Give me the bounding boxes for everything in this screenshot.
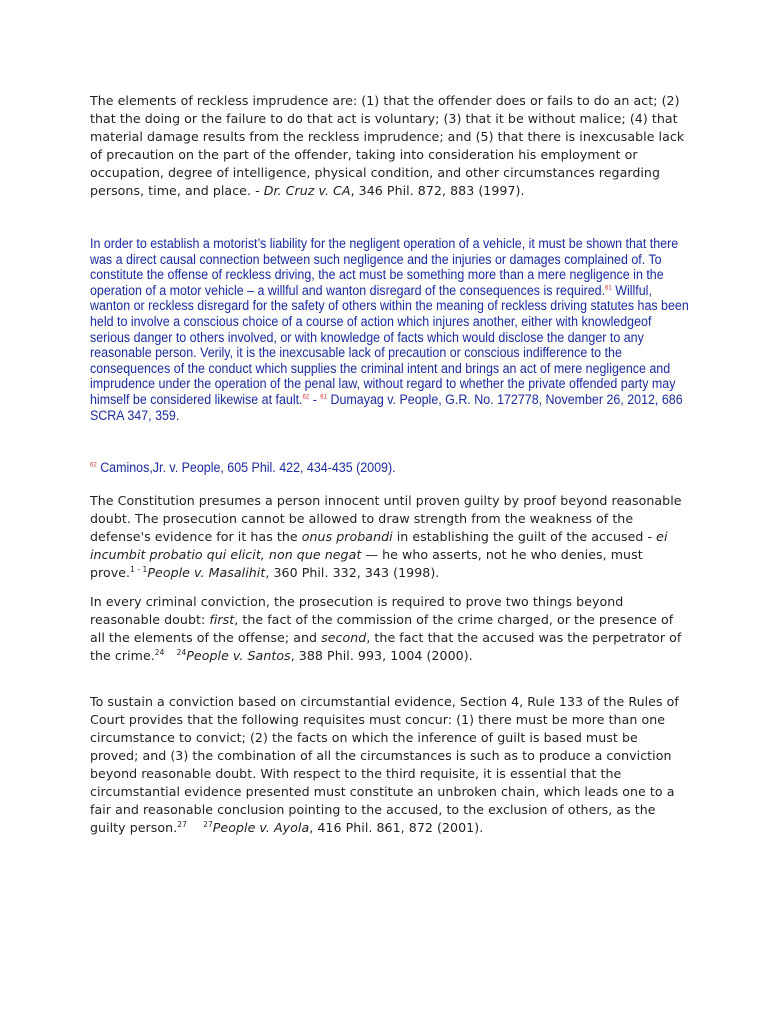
paragraph-criminal-conviction (90, 593, 690, 665)
latin-maxim: ei incumbit probatio qui elicit, non que negat (90, 529, 668, 562)
citation: , 346 Phil. 872, 883 (1997). (350, 183, 525, 198)
paragraph-motorist-liability (90, 236, 690, 423)
citation: , 388 Phil. 993, 1004 (2000). (290, 648, 473, 663)
citation: Dumayag v. People, G.R. No. 172778, November 26, 2012, 686 SCRA 347, 359. (90, 391, 683, 423)
latin-term: onus probandi (301, 529, 393, 544)
body-text: — he who asserts, not he who denies, must prove. (90, 547, 643, 580)
footnote-ref[interactable]: 61 (605, 284, 612, 292)
citation: Caminos,Jr. v. People, 605 Phil. 422, 434-435 (2009). (96, 460, 396, 475)
case-name: People v. Santos (186, 648, 291, 663)
footnote-mark: 27 (177, 819, 187, 829)
case-name: People v. Masalihit (147, 565, 266, 580)
citation: , 416 Phil. 861, 872 (2001). (309, 820, 484, 835)
footnote-ref[interactable]: 62 (302, 393, 310, 401)
citation: , 360 Phil. 332, 343 (1998). (265, 565, 440, 580)
body-text: To sustain a conviction based on circumstantial evidence, Section 4, Rule 133 of the Rules of Court provides that the following requisites must concur: (1) there must be more than one circumstance to convict; (2) the facts on which the inference of guilt is based must be proved; and (3) the combination of all the circumstances is such as to produce a conviction beyond reasonable doubt. With respect to the third requisite, it is essential that the circumstantial evidence presented must constitute an unbroken chain, which leads one to a fair and reasonable conclusion pointing to the accused, to the exclusion of others, as the guilty person. (90, 694, 679, 835)
body-text: The Constitution presumes a person innocent until proven guilty by proof beyond reasonable doubt. The prosecution cannot be allowed to draw strength from the weakness of the defense's evidence for it has the (90, 493, 682, 544)
body-text: In every criminal conviction, the prosecution is required to prove two things beyond reasonable doubt: (90, 594, 624, 627)
case-name: Dr. Cruz v. CA (263, 183, 351, 198)
body-text: The elements of reckless imprudence are: (1) that the offender does or fails to do an act; (2) that the doing or the failure to do that act is voluntary; (3) that it be without malice; (4) that material damage results from the reckless imprudence; and (5) that there is inexcusable lack of precaution on the part of the offender, taking into consideration his employment or occupation, degree of intelligence, physical condition, and other circumstances regarding persons, time, and place. - (90, 93, 685, 198)
footnote-mark: 1 - 1 (130, 564, 148, 574)
body-text: , the fact that the accused was the perpetrator of the crime. (90, 630, 682, 663)
paragraph-presumption-innocence (90, 492, 690, 582)
footnote-mark: 24 (154, 647, 165, 657)
emphasis: first (209, 612, 235, 627)
footnote-caminos (90, 460, 690, 476)
body-text: In order to establish a motorist’s liability for the negligent operation of a vehicle, it must be shown that there was a direct causal connection between such negligence and the injuries or damages complained of. To constitute the offense of reckless driving, the act must be something more than a mere negligence in the operation of a motor vehicle – a willful and wanton disregard of the consequences is required. (90, 236, 679, 298)
footnote-ref[interactable]: 62 (90, 461, 97, 469)
paragraph-elements-reckless-imprudence (90, 92, 690, 200)
footnote-mark: 27 (203, 819, 213, 829)
footnote-mark: 24 (176, 647, 187, 657)
paragraph-circumstantial-evidence (90, 693, 690, 837)
body-text: Willful, wanton or reckless disregard for the safety of others within the meaning of reckless driving statutes has been held to involve a conscious choice of a course of action which injures another, either with knowledgeof serious danger to others involved, or with knowledge of facts which would disclose the danger to any reasonable person. Verily, it is the inexcusable lack of precaution or conscious indifference to the consequences of the conduct which supplies the criminal intent and brings an act of mere negligence and imprudence under the operation of the penal law, without regard to whether the private offended party may himself be considered likewise at fault. (90, 282, 689, 407)
case-name: People v. Ayola (212, 820, 310, 835)
body-text: , the fact of the commission of the crime charged, or the presence of all the elements of the offense; and (90, 612, 674, 645)
emphasis: second (321, 630, 367, 645)
body-text: in establishing the guilt of the accused - (392, 529, 657, 544)
footnote-ref[interactable]: 61 (320, 393, 328, 401)
dash: - (309, 391, 321, 407)
